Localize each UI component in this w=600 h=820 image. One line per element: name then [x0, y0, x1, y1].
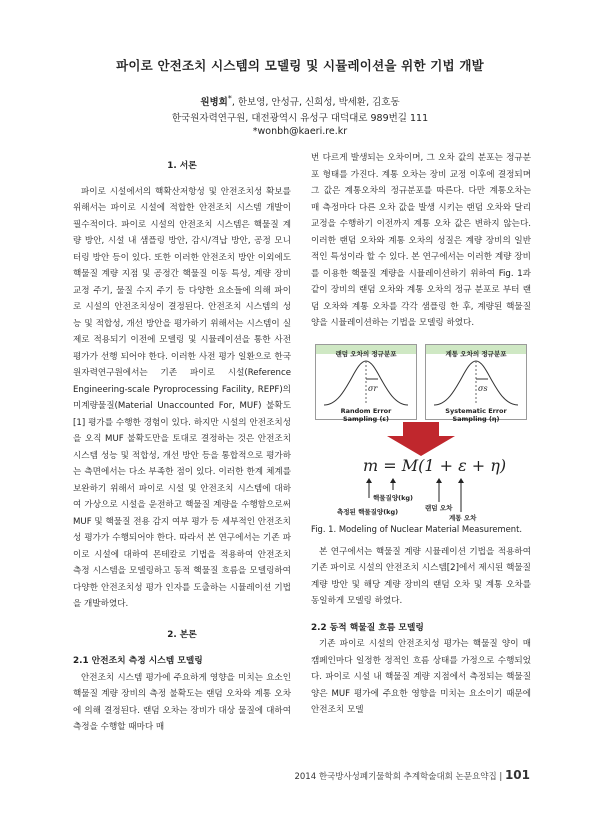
systematic-error-label: Systematic Error — [445, 406, 507, 415]
random-sampling-label: Sampling (ε) — [342, 414, 390, 423]
section-2-2-title: 2.2 동적 핵물질 흐름 모델링 — [311, 622, 424, 633]
footer-text: 2014 한국방사성폐기물학회 추계학술대회 논문요약집 — [294, 772, 497, 782]
down-arrow-icon — [311, 420, 531, 460]
email: *wonbh@kaeri.re.kr — [252, 126, 348, 137]
figure-1-caption: Fig. 1. Modeling of Nuclear Material Measurement. — [311, 523, 523, 534]
section-1-body: 파이로 시설에서의 핵확산저항성 및 안전조치성 확보를 위해서는 파이로 시설에 적합한 안전조치 시스템 개발이 필수적이다. 파이로 시설의 안전조치 시스템은 핵물질 계량 방안, 시설 내 샘플링 방안, 감시/격납 방안, 공정 모니터링 방안 등이 있다. 또한 이러한 안전조치 방안 이외에도 핵물질 계량 지점 및 공정간 핵물질 이동 특성, 계량 장비 교정 주기, 물질 수지 주기 등 다양한 요소들에 의해 파이로 시설의 안전조치성이 결정된다. 안전조치 시스템의 성능 및 적합성, 개선 방안을 평가하기 위해서는 시스템이 실제로 적용되기 이전에 모델링 및 시뮬레이션을 통한 사전 평가가 선행 되어야 한다. 이러한 사전 평가 일환으로 한국원자력연구원에서는 기존 파이로 시설(Reference Engineering-scale Pyroprocessing Facility, REPF)의 미계량물질(Material Unaccounted For, MUF) 불확도[1] 평가를 수행한 경험이 있다. 하지만 시설의 안전조치성을 오직 MUF 불확도만을 토대로 결정하는 것은 안전조치 시스템 성능 및 적합성, 개선 방안 등을 통합적으로 평가하는 측면에서는 다소 부족한 점이 있다. 이러한 한계 체계를 보완하기 위해서 파이로 시설 및 안전조치 시스템에 대하여 가상으로 시설을 운전하고 핵물질 계량을 수행함으로써 MUF 및 핵물질 전용 감지 여부 평가 등 세부적인 안전조치성 평가가 수행되어야 한다. 따라서 본 연구에서는 기존 파이로 시설에 대하여 몬테칼로 기법을 적용하여 안전조치 측정 시스템을 모델링하고 동적 핵물질 흐름을 모델링하여 다양한 안전조치성 평가 인자를 도출하는 시뮬레이션 기법을 개발하였다. — [73, 186, 291, 609]
paper-title: 파이로 안전조치 시스템의 모델링 및 시뮬레이션을 위한 기법 개발 — [116, 58, 484, 73]
section-2-title: 2. 본론 — [167, 629, 197, 640]
systematic-sigma: σs — [478, 383, 488, 393]
random-sigma: σr — [368, 383, 378, 393]
lead-author: 원병희 — [200, 97, 228, 109]
right-column — [311, 150, 531, 719]
random-error-label: Random Error — [340, 406, 392, 415]
measurement-equation: m = M(1 + ε + η) — [363, 455, 507, 475]
section-2-2-body: 기존 파이로 시설의 안전조치성 평가는 핵물질 양이 매 캠페인마다 일정한 정적인 흐름 상태를 가정으로 수행되었다. 파이로 시설 내 핵물질 계량 지점에서 측정되는 핵물질 양은 MUF 평가에 주요한 영향을 미치는 요소이기 때문에 안전조치 모델 — [311, 639, 531, 715]
author-list — [0, 94, 600, 108]
affiliation: 한국원자력연구원, 대전광역시 유성구 대덕대로 989번길 111 — [171, 113, 429, 124]
right-body-2: 본 연구에서는 핵물질 계량 시뮬레이션 기법을 적용하여 기존 파이로 시설의 안전조치 시스템[2]에서 제시된 핵물질 계량 방안 및 해당 계량 장비의 랜덤 오차 및 계통 오차를 동일하게 모델링 하였다. — [311, 546, 531, 606]
figure-1 — [311, 340, 531, 520]
section-2-1-body: 안전조치 시스템 평가에 주요하게 영향을 미치는 요소인 핵물질 계량 장비의 측정 불확도는 랜덤 오차와 계통 오차에 의해 결정된다. 랜덤 오차는 장비가 대상 물질에 대하여 측정을 수행할 때마다 매 — [73, 672, 291, 732]
section-2-1-title: 2.1 안전조치 측정 시스템 모델링 — [73, 656, 203, 666]
measured-amount-note: 측정된 핵물질양(kg) — [337, 507, 399, 516]
left-column — [73, 150, 291, 736]
systematic-error-panel — [425, 344, 527, 423]
systematic-error-panel-title: 계통 오차의 정규분포 — [445, 349, 507, 358]
page-footer — [294, 768, 530, 782]
systematic-error-note: 계통 오차 — [449, 513, 477, 522]
footer-separator: | — [499, 772, 503, 782]
section-1-title: 1. 서론 — [167, 161, 197, 171]
random-error-note: 랜덤 오차 — [425, 503, 453, 512]
systematic-sampling-label: Sampling (η) — [452, 414, 500, 423]
random-error-panel-title: 랜덤 오차의 정규분포 — [335, 349, 397, 358]
page-number: 101 — [504, 768, 530, 782]
co-authors: , 한보영, 안성규, 신희성, 박세환, 김호동 — [231, 97, 400, 109]
random-error-panel — [315, 344, 417, 423]
corresponding-mark: * — [227, 94, 232, 103]
right-body-1: 번 다르게 발생되는 오차이며, 그 오차 값의 분포는 정규분포 형태를 가진다. 계통 오차는 장비 교정 이후에 결정되며 그 값은 계통오차의 정규분포를 따른다. 다만 계통오차는 매 측정마다 다른 오차 값을 발생 시키는 랜덤 오차와 달리 교정을 수행하기 이전까지 계통 오차 값은 변하지 않는다. 이러한 랜덤 오차와 계통 오차의 성질은 계량 장비의 일반적인 특성이라 할 수 있다. 본 연구에서는 이러한 계량 장비를 이용한 핵물질 계량을 시뮬레이션하기 위하여 Fig. 1과 같이 장비의 랜덤 오차와 계통 오차의 정규 분포로 부터 랜덤 오차와 계통 오차를 각각 샘플링 한 후, 계량된 핵물질 양을 시뮬레이션하는 기법을 모델링 하였다. — [311, 153, 531, 328]
true-amount-note: 핵물질양(kg) — [373, 493, 414, 502]
